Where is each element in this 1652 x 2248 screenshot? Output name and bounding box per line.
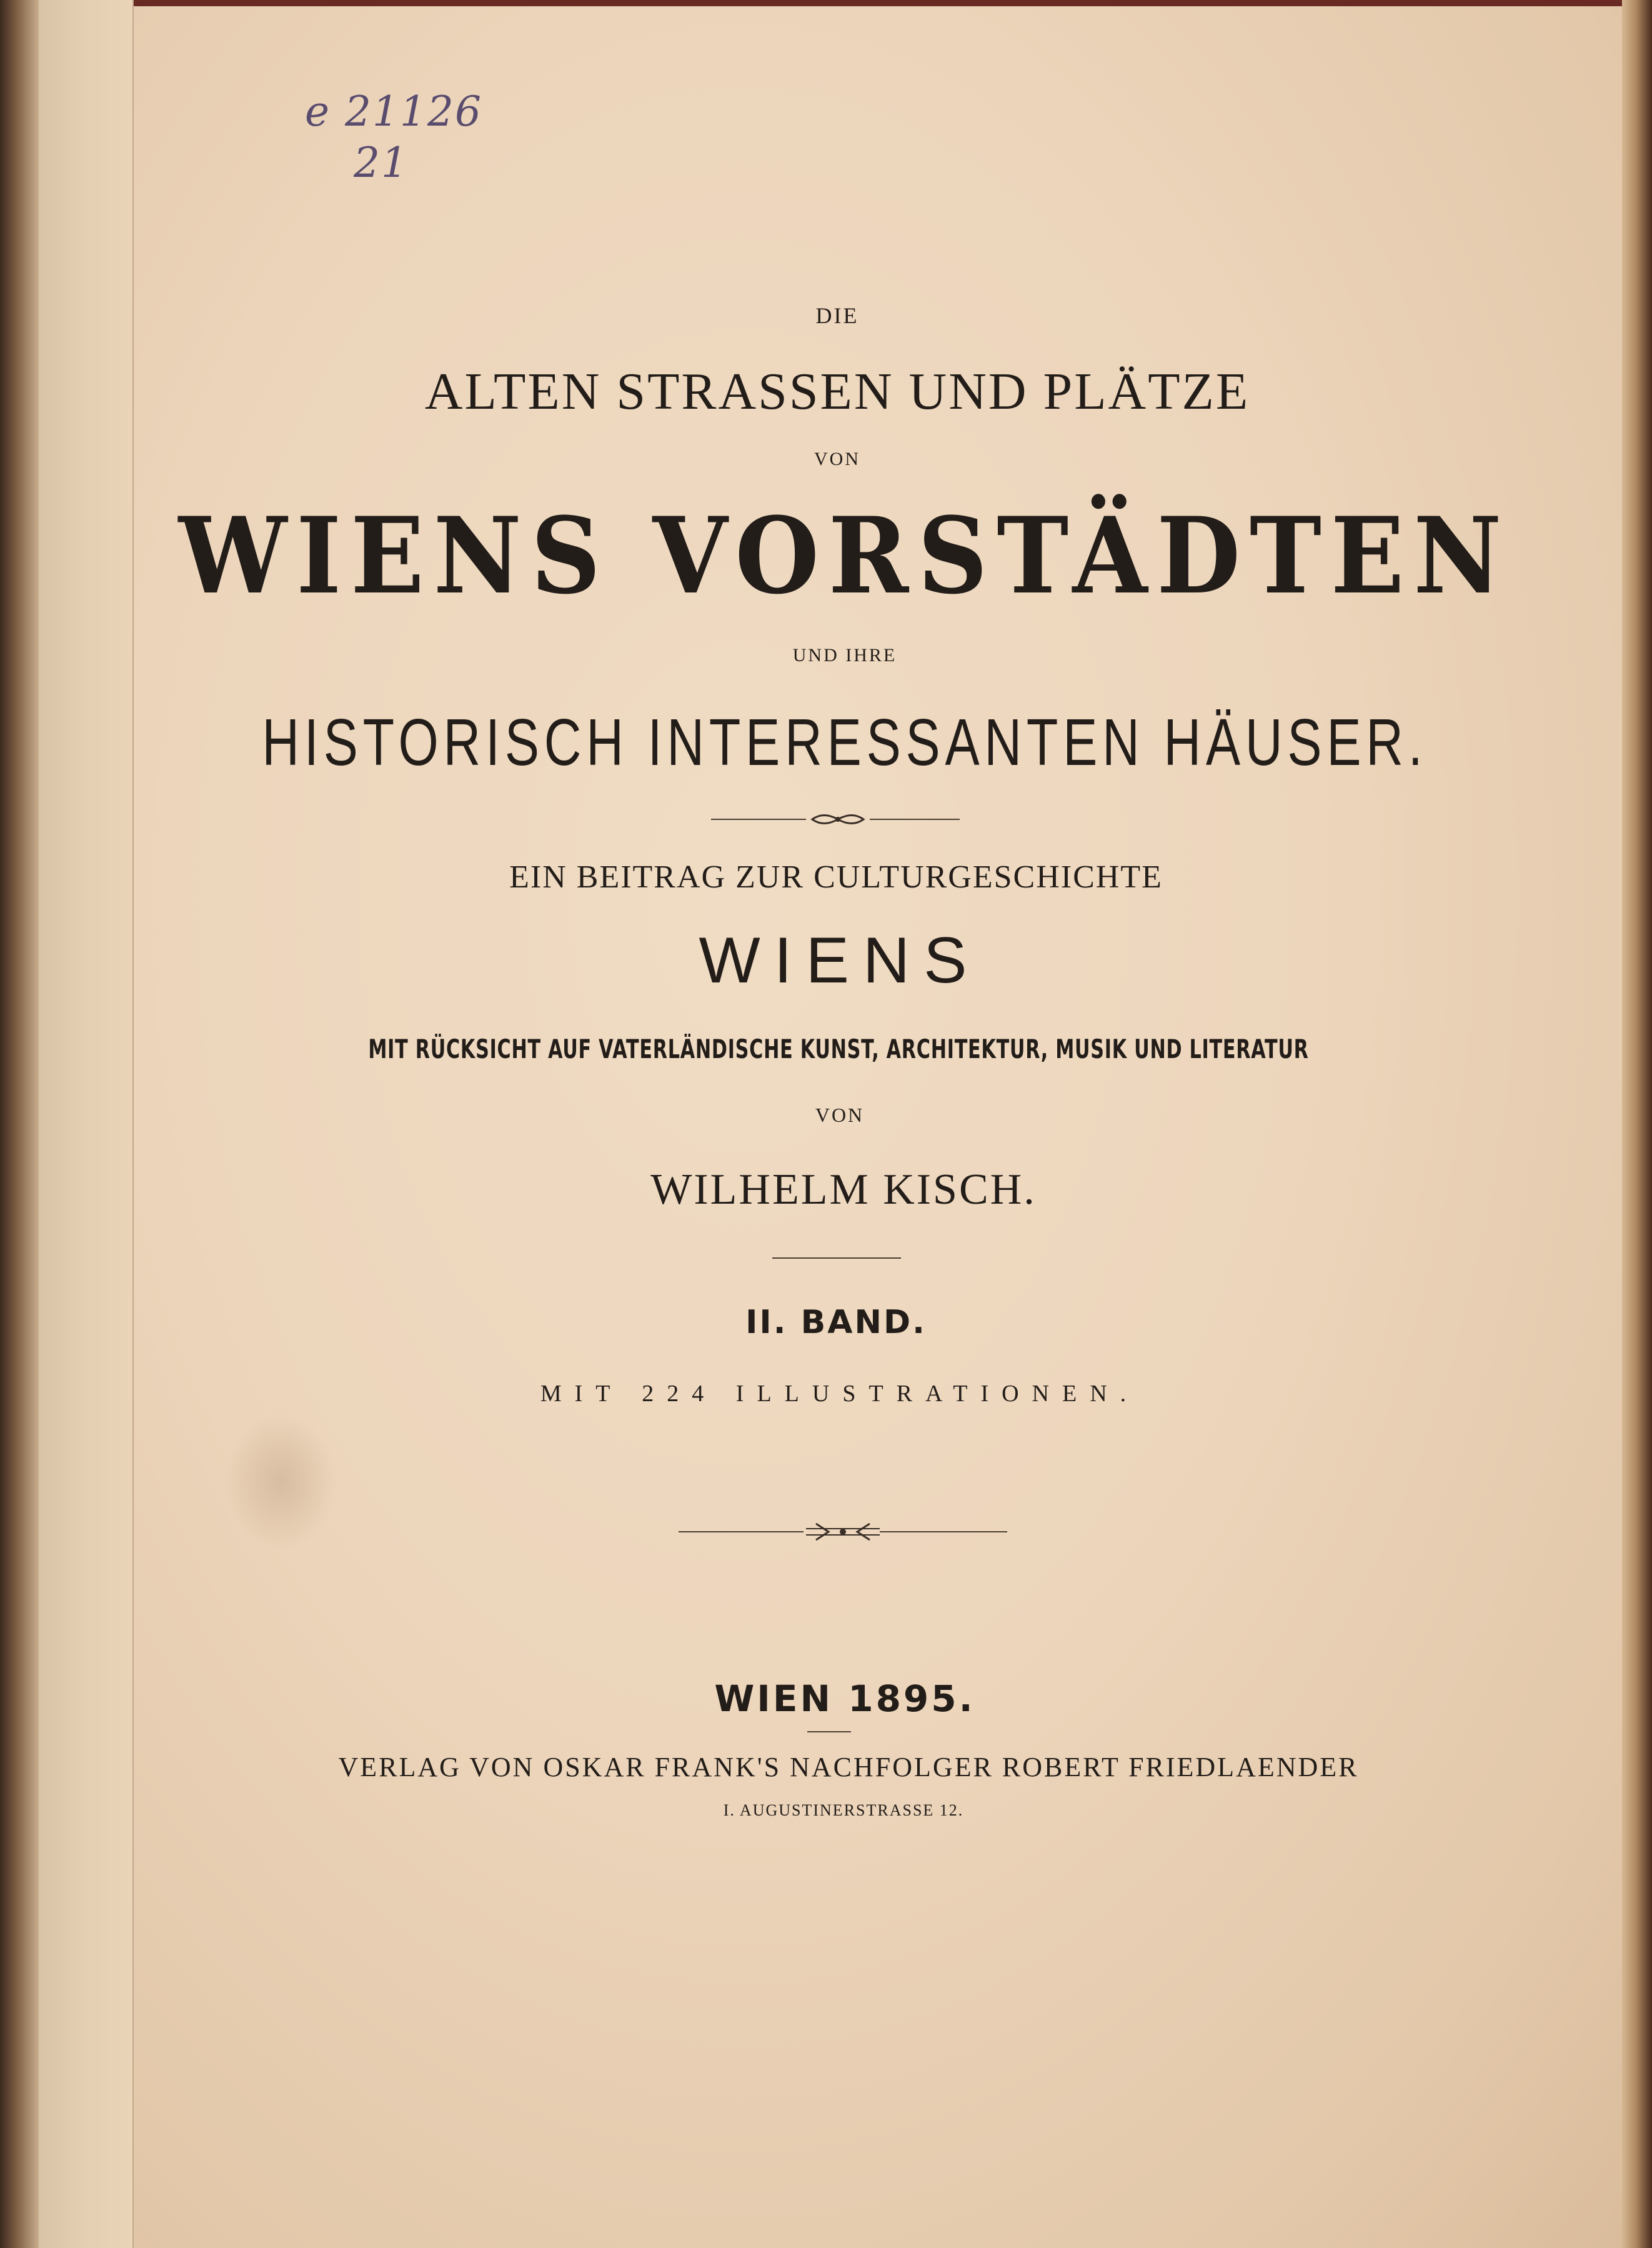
- bottom-rule-right: [880, 1531, 1007, 1532]
- title-die: DIE: [815, 303, 859, 328]
- title-und-ihre: UND IHRE: [792, 645, 897, 666]
- title-line-alten: ALTEN STRASSEN UND PLÄTZE: [424, 362, 1250, 421]
- subtitle: HISTORISCH INTERESSANTEN HÄUSER.: [262, 706, 1428, 779]
- ornament-rule-right: [870, 819, 960, 820]
- handwritten-number: 21: [354, 139, 409, 187]
- contribution-line: EIN BEITRAG ZUR CULTURGESCHICHTE: [509, 859, 1163, 895]
- publisher-rule: [807, 1731, 851, 1732]
- ornament-icon: [810, 810, 866, 829]
- subject-line: MIT RÜCKSICHT AUF VATERLÄNDISCHE KUNST, ARCHITEKTUR, MUSIK UND LITERATUR: [368, 1034, 1309, 1064]
- main-title: WIENS VORSTÄDTEN: [178, 494, 1511, 617]
- title-von: VON: [814, 449, 860, 469]
- handwritten-shelfmark: e 21126: [305, 87, 482, 136]
- publisher-address: I. AUGUSTINERSTRASSE 12.: [723, 1801, 964, 1819]
- author-name: WILHELM KISCH.: [650, 1166, 1037, 1214]
- volume-label: II. BAND.: [745, 1304, 927, 1341]
- author-rule: [772, 1257, 901, 1259]
- illustrations-note: MIT 224 ILLUSTRATIONEN.: [540, 1381, 1140, 1407]
- wiens-heading: WIENS: [699, 924, 981, 997]
- publisher-line: VERLAG VON OSKAR FRANK'S NACHFOLGER ROBERT FRIEDLAENDER: [338, 1752, 1359, 1782]
- by-line-von: VON: [815, 1104, 865, 1126]
- place-and-year: WIEN 1895.: [714, 1677, 975, 1720]
- bottom-rule-left: [679, 1531, 804, 1532]
- ornament-icon: [804, 1521, 882, 1542]
- ornament-rule-left: [711, 819, 806, 820]
